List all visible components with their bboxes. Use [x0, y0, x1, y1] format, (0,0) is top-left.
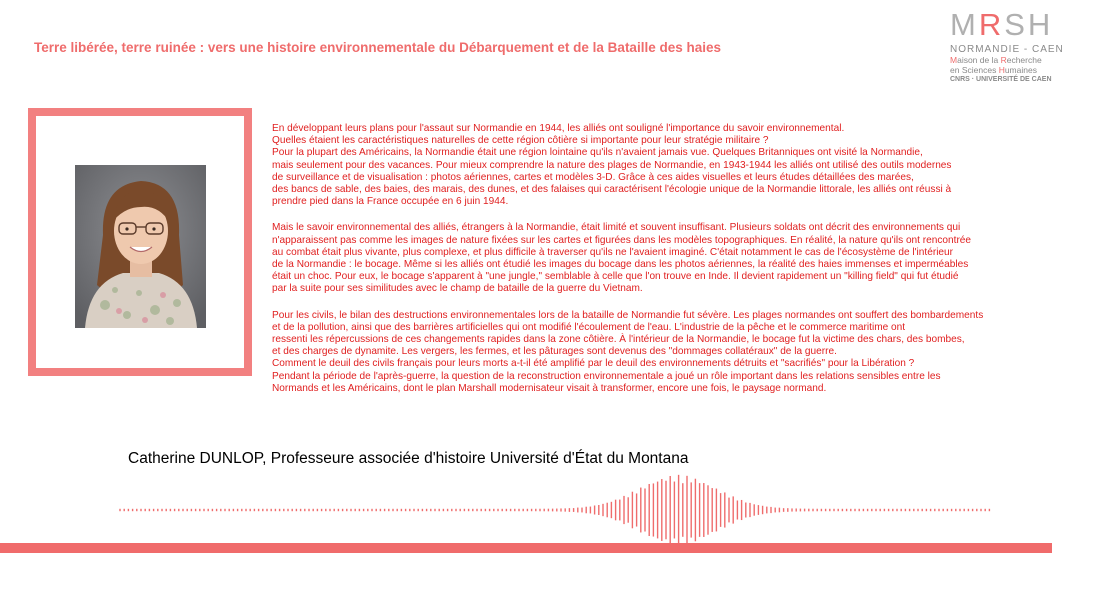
logo-subtitle: NORMANDIE - CAEN [950, 44, 1064, 55]
article-text [272, 123, 1098, 409]
paragraph-3: Pour les civils, le bilan des destructions environnementales lors de la bataille de Normandie fut sévère. Les plages normandes ont souffert des bombardements et de la pollution, ainsi que des barrières artificielles qui ont modifié l'écoulement de l'eau. L'industrie de la pêche et le commerce maritime ont ressenti les répercussions de ces changements rapides dans la zone côtière. À l'intérieur de la Normandie, le bocage fut la victime des chars, des bombes, et des charges de dynamite. Les vergers, les fermes, et les pâturages sont devenus des "dommages collatéraux" de la guerre. Comment le deuil des civils français pour leurs morts a-t-il été amplifié par le deuil des environnements détruits et "sacrifiés" pour la Libération ? Pendant la période de l'après-guerre, la question de la reconstruction environnementale a joué un rôle important dans les relations sensibles entre les Normands et les Américains, dont le plan Marshall modernisateur visait à transformer, encore une fois, le paysage normand. [272, 309, 984, 394]
logo-line-2: en Sciences Humaines [950, 65, 1037, 75]
logo-letter-h: H [1027, 7, 1054, 42]
logo-letter-r: R [978, 7, 1005, 42]
logo-wordmark [950, 8, 1080, 42]
paragraph-2: Mais le savoir environnemental des alliés, étrangers à la Normandie, était limité et souvent insuffisant. Plusieurs soldats ont décrit des environnements qui n'apparaissent pas comme les images de nature fixées sur les cartes et figurées dans les modèles topographiques. En réalité, la nature qu'ils ont rencontrée au combat était plus vivante, plus complexe, et plus difficile à traverser qu'ils ne l'avaient imaginé. C'était notamment le cas de l'écosystème de l'intérieur de la Normandie : le bocage. Même si les alliés ont étudié les images du bocage dans les photos aériennes, la réalité des haies immenses et imperméables était un choc. Pour eux, le bocage s'apparent à "une jungle," semblable à celle que l'on trouve en Inde. Il devient rapidement un "killing field" qui fut étudié par la suite pour ses similitudes avec le champ de bataille de la guerre du Vietnam. [272, 222, 972, 295]
logo-letter-m: M [950, 7, 979, 42]
logo-line-1: Maison de la Recherche [950, 55, 1042, 65]
portrait-photo [75, 165, 206, 328]
portrait-illustration [75, 165, 206, 328]
logo-letter-s: S [1004, 7, 1028, 42]
paragraph-1: En développant leurs plans pour l'assaut sur Normandie en 1944, les alliés ont souligné l'importance du savoir environnemental. Quelles étaient les caractéristiques naturelles de cette région côtière si importante pour leur stratégie militaire ? Pour la plupart des Américains, la Normandie était une région lointaine qu'ils n'avaient jamais vue. Quelques Britanniques ont visité la Normandie, mais seulement pour des vacances. Pour mieux comprendre la nature des plages de Normandie, en 1943-1944 les alliés ont utilisé des outils modernes de surveillance et de visualisation : photos aériennes, cartes et modèles 3-D. Grâce à ces aides visuelles et leurs études détaillées des marées, des bancs de sable, des baies, des marais, des dunes, et des falaises qui caractérisent l'écologie unique de la Normandie littorale, les alliés ont réussi à prendre pied dans la France occupée en 6 juin 1944. [272, 123, 952, 208]
page-title: Terre libérée, terre ruinée : vers une histoire environnementale du Débarquement et de la Bataille des haies [34, 40, 721, 55]
mrsh-logo [950, 8, 1080, 83]
logo-cnrs: CNRS · UNIVERSITÉ DE CAEN [950, 76, 1052, 83]
bottom-bar [0, 543, 1052, 553]
audio-waveform [118, 470, 998, 550]
speaker-caption: Catherine DUNLOP, Professeure associée d'histoire Université d'État du Montana [128, 450, 689, 467]
